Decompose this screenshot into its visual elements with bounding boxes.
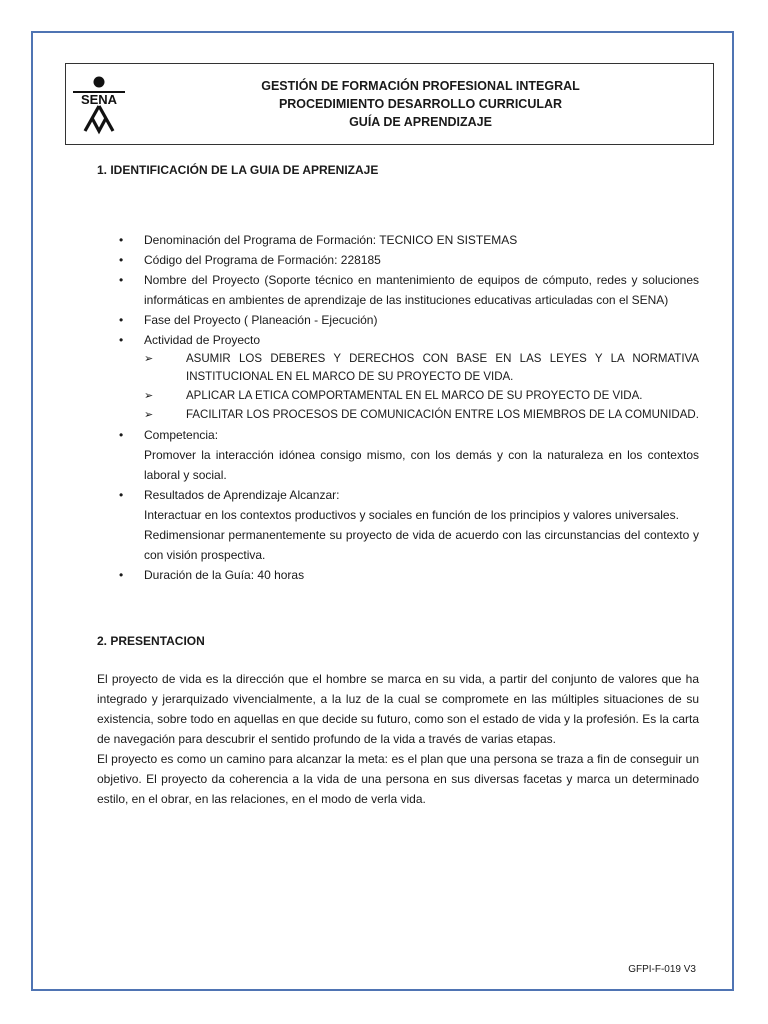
bullet-icon: •: [119, 313, 124, 327]
bullet-icon: •: [119, 333, 124, 347]
list-item: • Código del Programa de Formación: 228185: [97, 250, 699, 270]
bullet-icon: •: [119, 428, 124, 442]
form-code: GFPI-F-019 V3: [628, 964, 696, 975]
presentation-paragraph-2: El proyecto es como un camino para alcanzar la meta: es el plan que una persona se traza a fin de conseguir un objetivo. El proyecto da coherencia a la vida de una persona en sus diversas facetas y marca un determinado estilo, en el obrar, en las relaciones, en el modo de verla vida.: [97, 752, 699, 806]
document-header: [65, 63, 714, 145]
bullet-icon: •: [119, 233, 124, 247]
header-title-line2: PROCEDIMIENTO DESARROLLO CURRICULAR: [278, 97, 563, 111]
list-item: • Actividad de Proyecto ➢ ASUMIR LOS DEBERES Y DERECHOS CON BASE EN LAS LEYES Y LA NORMATIVA INSTITUCIONAL EN EL MARCO DE SU PROYECTO DE VIDA. ➢ APLICAR LA ETICA COMPORTAMENTAL EN EL MARCO DE SU PROYECTO DE VIDA. ➢ FACILITAR LOS PROCESOS DE COMUNICACIÓN ENTRE LOS MIEMBROS DE LA COMUNIDAD.: [97, 330, 699, 424]
header-titles: [136, 77, 705, 131]
header-title-line1: GESTIÓN DE FORMACIÓN PROFESIONAL INTEGRAL: [261, 79, 580, 93]
document-body: [97, 160, 699, 809]
resultado-text-2: Redimensionar permanentemente su proyecto de vida de acuerdo con las circunstancias del contexto y con visión prospectiva.: [144, 528, 699, 562]
activity-list: [144, 350, 699, 424]
list-item: • Fase del Proyecto ( Planeación - Ejecución): [97, 310, 699, 330]
list-item: • Resultados de Aprendizaje Alcanzar: Interactuar en los contextos productivos y sociales en función de los principios y valores universales. Redimensionar permanentemente su proyecto de vida de acuerdo con las circunstancias del contexto y con visión prospectiva.: [97, 485, 699, 565]
header-title-line3: GUÍA DE APRENDIZAJE: [349, 115, 492, 129]
activity-item: ➢ FACILITAR LOS PROCESOS DE COMUNICACIÓN ENTRE LOS MIEMBROS DE LA COMUNIDAD.: [144, 406, 699, 424]
bullet-icon: •: [119, 568, 124, 582]
bullet-icon: •: [119, 488, 124, 502]
activity-item: ➢ ASUMIR LOS DEBERES Y DERECHOS CON BASE EN LAS LEYES Y LA NORMATIVA INSTITUCIONAL EN EL MARCO DE SU PROYECTO DE VIDA.: [144, 350, 699, 386]
list-item: • Competencia: Promover la interacción idónea consigo mismo, con los demás y con la naturaleza en los contextos laboral y social.: [97, 425, 699, 485]
competencia-text: Promover la interacción idónea consigo mismo, con los demás y con la naturaleza en los contextos laboral y social.: [144, 448, 699, 482]
bullet-icon: •: [119, 253, 124, 267]
identification-list: [97, 230, 699, 585]
presentation-paragraph-1: El proyecto de vida es la dirección que el hombre se marca en su vida, a partir del conjunto de valores que ha integrado y jerarquizado vivencialmente, a la luz de la cual se compromete en las múltiples situaciones de su existencia, sobre todo en aquellas en que decide su futuro, como son el estado de vida y la profesión. Es la carta de navegación para descubrir el sentido profundo de la vida a través de varias etapas.: [97, 672, 699, 746]
svg-text:SENA: SENA: [80, 92, 118, 107]
bullet-icon: •: [119, 273, 124, 287]
arrow-bullet-icon: ➢: [144, 390, 154, 402]
sena-logo: [71, 76, 131, 136]
arrow-bullet-icon: ➢: [144, 353, 154, 365]
activity-item: ➢ APLICAR LA ETICA COMPORTAMENTAL EN EL MARCO DE SU PROYECTO DE VIDA.: [144, 387, 699, 405]
section1-heading: 1. IDENTIFICACIÓN DE LA GUIA DE APRENIZAJE: [97, 163, 379, 177]
arrow-bullet-icon: ➢: [144, 409, 154, 421]
list-item: • Denominación del Programa de Formación: TECNICO EN SISTEMAS: [97, 230, 699, 250]
resultado-text-1: Interactuar en los contextos productivos y sociales en función de los principios y valores universales.: [144, 508, 679, 522]
list-item: • Duración de la Guía: 40 horas: [97, 565, 699, 585]
section2-heading: 2. PRESENTACION: [97, 634, 205, 648]
list-item: • Nombre del Proyecto (Soporte técnico en mantenimiento de equipos de cómputo, redes y soluciones informáticas en ambientes de aprendizaje de las instituciones educativas articuladas con el SENA): [97, 270, 699, 310]
